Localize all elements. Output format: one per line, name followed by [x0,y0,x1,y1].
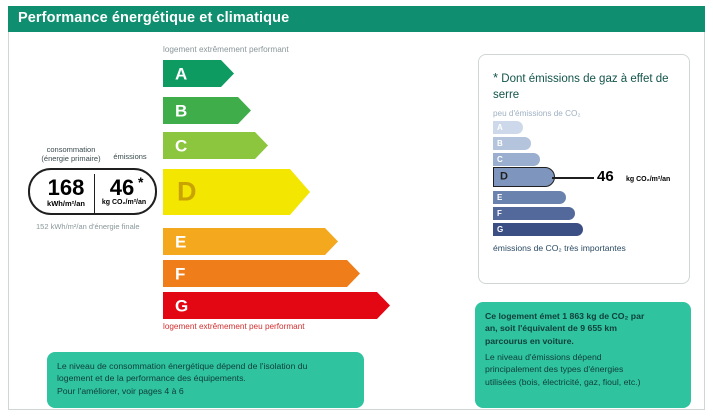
energy-bar-e-body [163,228,325,255]
co2-bar-a-label: A [497,122,503,132]
co2-panel [478,54,690,284]
emissions-value: 46 [109,175,135,200]
co2-bar-e-label: E [497,192,503,202]
energy-scale-caption-top: logement extrêmement performant [163,45,289,54]
note-right-plain-line-2: principalement des types d'énergies [485,364,624,375]
co2-bar-f [493,207,575,220]
co2-bar-a [493,121,523,134]
consumption-label: consommation (énergie primaire) [41,145,101,164]
co2-bar-f-label: F [497,208,502,218]
energy-bar-b-tip [238,97,251,124]
energy-scale-caption-bottom: logement extrêmement peu performant [163,322,305,331]
consumption-value: 168 [47,175,85,200]
note-right-bold-line-3: parcourus en voiture. [485,335,574,346]
energy-bar-b-label: B [175,101,188,120]
co2-panel-title [493,69,678,103]
energy-bar-f-label: F [175,264,186,283]
co2-bar-b-label: B [497,138,503,148]
final-energy-note: 152 kWh/m²/an d'énergie finale [36,222,140,231]
energy-bar-g-tip [377,292,390,319]
energy-bar-c-tip [255,132,268,159]
co2-bar-d-selected [493,167,555,187]
energy-bar-g [163,292,390,319]
energy-bar-a-body [163,60,221,87]
co2-bar-e [493,191,566,204]
energy-bar-e-label: E [175,232,187,251]
co2-bar-g [493,223,583,236]
energy-bar-c [163,132,268,159]
energy-bar-d-tip [290,169,310,215]
page-title: Performance énergétique et climatique [18,10,290,26]
energy-bar-b [163,97,251,124]
energy-bar-f-tip [347,260,360,287]
co2-title-text: Dont émissions de gaz à effet de serre [493,73,669,101]
note-energy-consumption [47,352,364,408]
energy-bar-f-body [163,260,347,287]
co2-bar-c [493,153,540,166]
energy-bar-a [163,60,234,87]
energy-bar-c-label: C [175,136,188,155]
value-box-divider [94,174,95,213]
energy-bar-e-tip [325,228,338,255]
co2-bar-c-label: C [497,154,503,164]
note-co2-emissions [475,302,691,408]
energy-bar-e [163,228,338,255]
co2-title-star: * [493,70,499,85]
emissions-unit: kg CO₂/m²/an [101,199,147,206]
energy-bar-g-label: G [175,296,189,315]
co2-bar-b [493,137,531,150]
note-right-bold-line-2: an, soit l'équivalent de 9 655 km [485,323,617,334]
co2-bar-d-label: D [500,170,508,183]
note-right-bold-line-1: Ce logement émet 1 863 kg de CO₂ par [485,311,645,321]
note-left-line-3: Pour l'améliorer, voir pages 4 à 6 [57,385,184,396]
co2-value-unit: kg CO₂/m²/an [626,176,671,183]
co2-caption-bottom: émissions de CO₂ très importantes [493,243,626,253]
page-header [8,6,705,32]
energy-bar-g-body [163,292,377,319]
energy-bar-a-label: A [175,64,188,83]
note-right-plain-line-1: Le niveau d'émissions dépend [485,352,602,363]
note-left-line-2: logement et de la performance des équipements. [57,373,246,384]
note-left-line-1: Le niveau de consommation énergétique dépend de l'isolation du [57,361,308,371]
consumption-unit: kWh/m²/an [47,199,85,208]
emissions-label: émissions [113,152,147,161]
energy-bar-f [163,260,360,287]
note-right-plain-line-3: utilisées (bois, électricité, gaz, fioul, etc.) [485,376,641,387]
energy-bar-d-selected [163,169,310,215]
energy-bar-a-tip [221,60,234,87]
co2-value: 46 [597,168,614,185]
energy-bar-d-label: D [177,176,197,207]
emissions-footnote-star: * [138,174,144,190]
co2-bar-g-label: G [497,224,504,234]
co2-value-leader-line [552,177,594,179]
co2-caption-top: peu d'émissions de CO₂ [493,109,581,118]
value-box [28,168,157,215]
